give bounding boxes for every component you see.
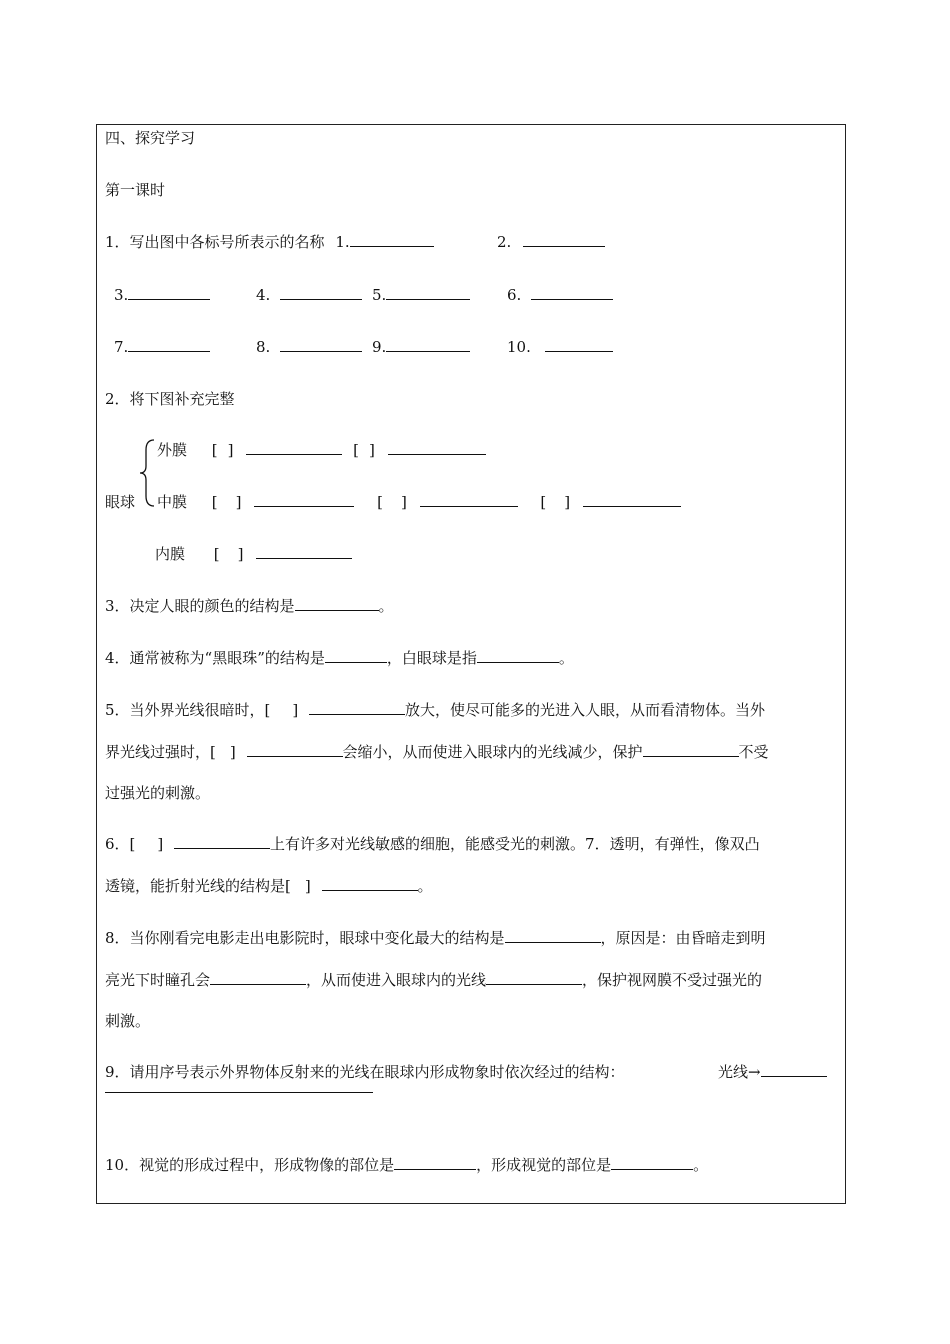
q1-num-1: 1.: [335, 233, 350, 251]
bracket-close: ]: [304, 877, 311, 895]
inner-layer-label: 内膜: [155, 545, 186, 563]
q1-item-6: [507, 285, 613, 305]
brace-icon: [138, 438, 158, 508]
bracket-close: ]: [237, 545, 244, 563]
q5-text-d: 界光线过强时，[: [105, 743, 216, 761]
q2-inner-row: [155, 544, 352, 564]
q5-text-c: 放大，使尽可能多的光进入人眼，从而看清物体。当外: [405, 701, 766, 719]
q9-text: 9．请用序号表示外界物体反射来的光线在眼球内形成物象时依次经过的结构：: [105, 1063, 625, 1081]
q8-text-a: 8．当你刚看完电影走出电影院时，眼球中变化最大的结构是: [105, 929, 505, 947]
q10-text-a: 10．视觉的形成过程中，形成物像的部位是: [105, 1156, 395, 1174]
q9-line-2: [105, 1078, 373, 1098]
q1-blank-8[interactable]: [280, 337, 362, 352]
bracket-close: ]: [400, 493, 407, 511]
q10-blank-1[interactable]: [394, 1155, 476, 1170]
q8-text-b: ，原因是：由昏暗走到明: [600, 929, 766, 947]
q1-item-4: [256, 285, 362, 305]
q2-middle-row: [157, 492, 681, 512]
q1-num-5: 5.: [372, 286, 387, 304]
bracket-open: [: [211, 441, 218, 459]
q5-line-2: [105, 742, 769, 762]
q8-line-2: [105, 970, 762, 990]
q5-blank-1[interactable]: [309, 700, 405, 715]
q5-text-g: 不受: [738, 743, 769, 761]
q4: [105, 648, 574, 668]
q1-blank-4[interactable]: [280, 285, 362, 300]
q1-num-7: 7.: [114, 338, 129, 356]
q1-blank-10[interactable]: [545, 337, 613, 352]
q1-blank-6[interactable]: [531, 285, 613, 300]
q8-blank-1[interactable]: [505, 928, 601, 943]
q5-text-f: 会缩小，从而使进入眼球内的光线减少，保护: [342, 743, 643, 761]
bracket-close: ]: [229, 743, 236, 761]
outer-layer-label: 外膜: [157, 441, 188, 459]
q1-num-4: 4.: [256, 286, 271, 304]
q3-text: 3．决定人眼的颜色的结构是: [105, 597, 295, 615]
q9-light-arrow: 光线→: [718, 1063, 761, 1081]
q5-text-a: 5．当外界光线很暗时，[: [105, 701, 271, 719]
section-title: 四、探究学习: [105, 129, 196, 147]
q1-blank-3[interactable]: [128, 285, 210, 300]
q1-num-8: 8.: [256, 338, 271, 356]
q5-line-1: [105, 700, 765, 720]
q1-num-3: 3.: [114, 286, 129, 304]
bracket-open: [: [353, 441, 359, 459]
q10-end: 。: [693, 1156, 709, 1174]
q1-blank-5[interactable]: [386, 285, 470, 300]
q2-outer-row: [157, 440, 486, 460]
q8-text-d: ，从而使进入眼球内的光线: [306, 971, 487, 989]
bracket-open: [: [377, 493, 383, 511]
q1-prompt: [105, 232, 434, 252]
bracket-close: ]: [368, 441, 375, 459]
lesson-label: 第一课时: [105, 181, 166, 199]
q8-line-1: [105, 928, 766, 948]
q1-blank-9[interactable]: [386, 337, 470, 352]
q1-item-10: [507, 337, 613, 357]
q1-item-2: [497, 232, 605, 252]
q5-blank-2[interactable]: [247, 742, 343, 757]
q1-num-2: 2.: [497, 233, 512, 251]
q8-blank-2[interactable]: [210, 970, 306, 985]
q1-blank-7[interactable]: [128, 337, 210, 352]
q6-blank-2[interactable]: [322, 876, 418, 891]
q8-blank-3[interactable]: [486, 970, 582, 985]
q10: [105, 1155, 708, 1175]
bracket-close: ]: [227, 441, 234, 459]
bracket-open: [: [213, 545, 220, 563]
bracket-close: ]: [157, 835, 164, 853]
q2-prompt: 2．将下图补充完整: [105, 390, 235, 408]
q6-end: 。: [417, 877, 433, 895]
bracket-close: ]: [292, 701, 299, 719]
q3: [105, 596, 394, 616]
q4-text-b: ，白眼球是指: [386, 649, 477, 667]
q1-prompt-text: 1．写出图中各标号所表示的名称: [105, 233, 325, 251]
q1-item-5: [372, 285, 470, 305]
q6-line-2: [105, 876, 433, 896]
q5-blank-3[interactable]: [643, 742, 739, 757]
eyeball-label: 眼球: [105, 493, 136, 511]
middle-layer-label: 中膜: [157, 493, 188, 511]
q6-text-d: 透镜，能折射光线的结构是[: [105, 877, 291, 895]
q1-blank-1[interactable]: [350, 232, 434, 247]
q10-blank-2[interactable]: [611, 1155, 693, 1170]
q9-blank-2[interactable]: [105, 1078, 373, 1093]
q2-outer-blank-2[interactable]: [388, 440, 486, 455]
q2-inner-blank[interactable]: [256, 544, 352, 559]
bracket-open: [: [540, 493, 547, 511]
q3-end: 。: [378, 597, 394, 615]
q1-blank-2[interactable]: [523, 232, 605, 247]
bracket-close: ]: [235, 493, 242, 511]
q1-item-9: [372, 337, 470, 357]
q4-blank-1[interactable]: [325, 648, 387, 663]
q1-item-3: [114, 285, 210, 305]
q1-num-10: 10.: [507, 338, 531, 356]
q10-text-b: ，形成视觉的部位是: [476, 1156, 612, 1174]
q2-outer-blank-1[interactable]: [246, 440, 342, 455]
q5-line-3: 过强光的刺激。: [105, 784, 211, 802]
q1-num-6: 6.: [507, 286, 522, 304]
q6-blank-1[interactable]: [174, 834, 270, 849]
bracket-close: ]: [564, 493, 571, 511]
q8-text-e: ，保护视网膜不受过强光的: [582, 971, 763, 989]
q9-light: [718, 1062, 827, 1082]
q8-line-3: 刺激。: [105, 1012, 151, 1030]
q3-blank[interactable]: [295, 596, 379, 611]
q2-middle-blank-3[interactable]: [583, 492, 681, 507]
q9-blank-1[interactable]: [761, 1062, 827, 1077]
q2-middle-blank-2[interactable]: [420, 492, 518, 507]
q4-end: 。: [558, 649, 574, 667]
q1-item-7: [114, 337, 210, 357]
bracket-open: [: [211, 493, 218, 511]
q4-blank-2[interactable]: [477, 648, 559, 663]
q1-num-9: 9.: [372, 338, 387, 356]
q2-middle-blank-1[interactable]: [254, 492, 354, 507]
q4-text-a: 4．通常被称为“黑眼珠”的结构是: [105, 649, 325, 667]
q6-line-1: [105, 834, 760, 854]
q8-text-c: 亮光下时瞳孔会: [105, 971, 211, 989]
q1-item-8: [256, 337, 362, 357]
q6-text-c: 上有许多对光线敏感的细胞，能感受光的刺激。7．透明，有弹性，像双凸: [270, 835, 760, 853]
q6-text-a: 6．[: [105, 835, 136, 853]
